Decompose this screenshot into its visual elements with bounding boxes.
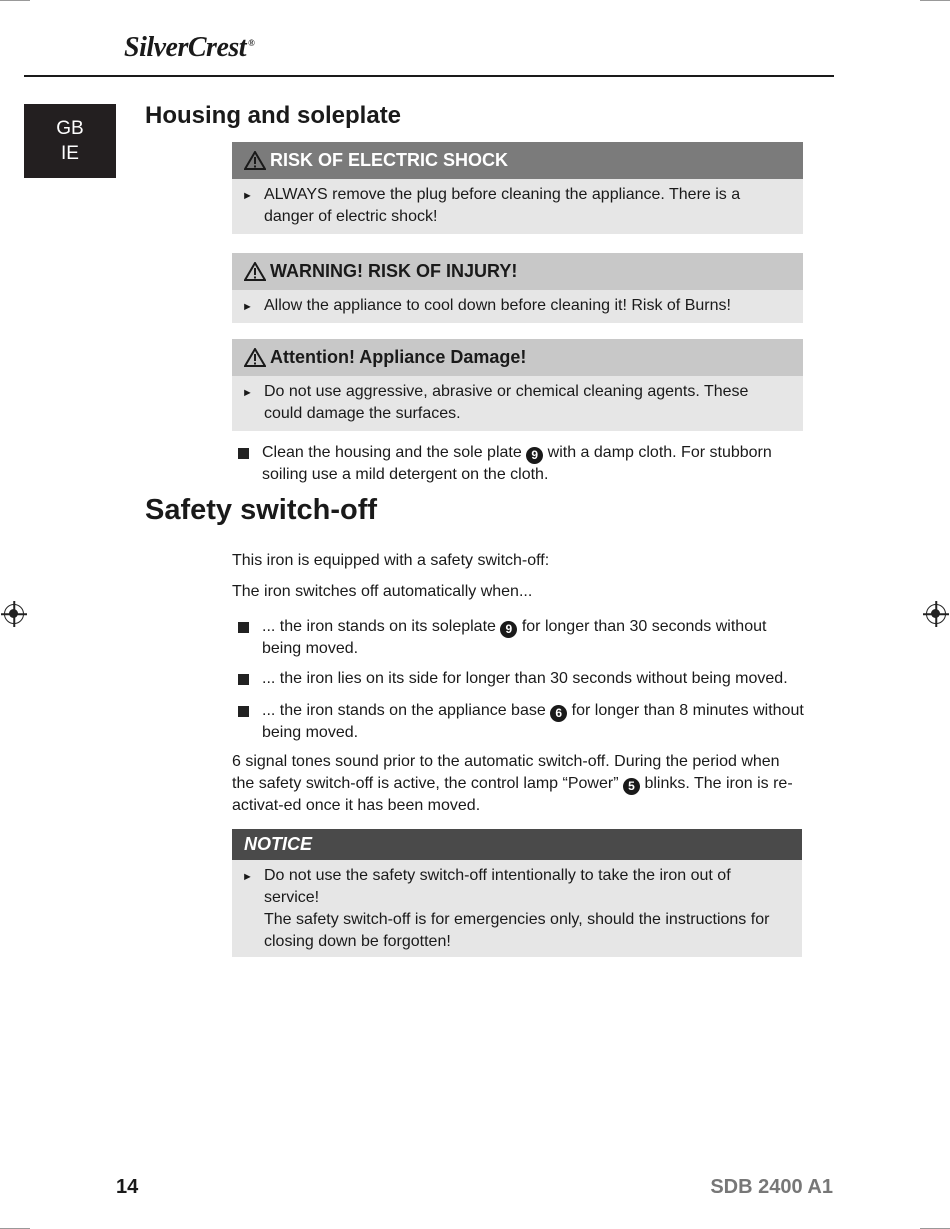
square-bullet-icon — [238, 622, 249, 633]
warning-box-title: Attention! Appliance Damage! — [270, 347, 527, 367]
part-number-badge: 9 — [500, 621, 517, 638]
list-item: ... the iron stands on the appliance base 6 for longer than 8 minutes without being moved. — [232, 700, 808, 744]
warning-box-header — [232, 253, 803, 290]
section-title-housing: Housing and soleplate — [145, 102, 402, 129]
header-rule — [24, 75, 834, 77]
arrow-bullet-icon: ► — [242, 301, 253, 313]
brand-logo: SilverCrest ® — [124, 32, 255, 63]
lang-code: GB — [56, 118, 84, 139]
warning-triangle-icon — [244, 348, 266, 367]
warning-box-title: WARNING! RISK OF INJURY! — [270, 261, 518, 281]
list-item: Clean the housing and the sole plate 9 with a damp cloth. For stubborn soiling use a mild detergent on the cloth. — [232, 442, 792, 486]
warning-box-injury — [232, 253, 803, 323]
lang-code: IE — [61, 143, 79, 164]
crop-mark — [920, 0, 950, 1]
warning-box-title: RISK OF ELECTRIC SHOCK — [270, 150, 509, 170]
warning-item: ► Allow the appliance to cool down before cleaning it! Risk of Burns! — [232, 290, 803, 323]
registration-mark-left — [4, 604, 24, 624]
warning-triangle-icon — [244, 151, 266, 170]
crop-mark — [0, 0, 30, 1]
square-bullet-icon — [238, 448, 249, 459]
arrow-bullet-icon: ► — [242, 190, 253, 202]
square-bullet-icon — [238, 706, 249, 717]
warning-item: ► Do not use aggressive, abrasive or chemical cleaning agents. These could damage the surfaces. — [242, 383, 749, 422]
notice-box — [232, 829, 802, 957]
paragraph: This iron is equipped with a safety switch-off: — [232, 552, 550, 569]
list-item: ... the iron lies on its side for longer than 30 seconds without being moved. — [232, 668, 808, 690]
section-title-safety: Safety switch-off — [145, 494, 378, 526]
part-number-badge: 6 — [550, 705, 567, 722]
arrow-bullet-icon: ► — [242, 387, 253, 399]
notice-item: ► Do not use the safety switch-off intentionally to take the iron out of service! The safety switch-off is for emergencies only, should the instructions for closing down be forgotten! — [242, 867, 770, 950]
warning-box-header — [232, 142, 803, 179]
square-bullet-icon — [238, 674, 249, 685]
language-tab — [24, 104, 116, 178]
list-item: ... the iron stands on its soleplate 9 for longer than 30 seconds without being moved. — [232, 616, 808, 660]
registration-mark-right — [926, 604, 946, 624]
paragraph: 6 signal tones sound prior to the automatic switch-off. During the period when the safety switch-off is active, the control lamp “Power” 5 blinks. The iron is re-activat-ed once it has been moved. — [232, 753, 793, 814]
part-number-badge: 5 — [623, 778, 640, 795]
notice-box-header: NOTICE — [232, 829, 802, 860]
warning-box-appliance-damage — [232, 339, 803, 431]
part-number-badge: 9 — [526, 447, 543, 464]
warning-triangle-icon — [244, 262, 266, 281]
paragraph: The iron switches off automatically when... — [232, 583, 533, 600]
warning-box-header — [232, 339, 803, 376]
arrow-bullet-icon: ► — [242, 871, 253, 883]
warning-box-electric-shock — [232, 142, 803, 234]
warning-item: ► ALWAYS remove the plug before cleaning the appliance. There is a danger of electric shock! — [242, 186, 741, 225]
model-number: SDB 2400 A1 — [710, 1176, 833, 1198]
page-number: 14 — [116, 1176, 139, 1198]
